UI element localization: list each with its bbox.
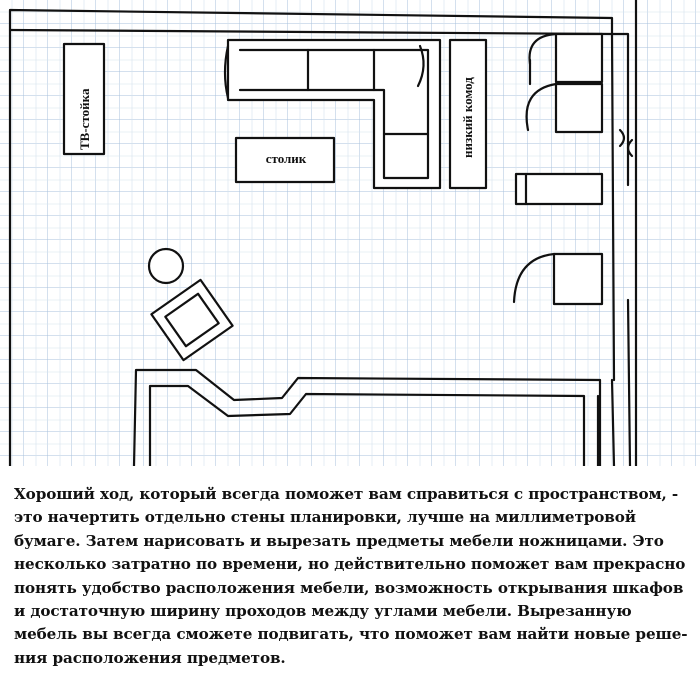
caption-line: бумаге. Затем нарисовать и вырезать предметы мебели ножницами. Это xyxy=(14,531,664,550)
description-caption xyxy=(0,466,700,700)
caption-line: несколько затратно по времени, но действительно поможет вам прекрасно xyxy=(14,555,686,574)
coffee-table-label: столик xyxy=(265,151,307,166)
caption-line: мебель вы всегда сможете подвигать, что поможет вам найти новые реше- xyxy=(14,625,688,644)
tv-stand-label: ТВ-стойка xyxy=(77,88,92,150)
round-side-table xyxy=(149,249,183,283)
caption-line: и достаточную ширину проходов между углами мебели. Вырезанную xyxy=(14,602,632,621)
caption-line: Хороший ход, который всегда поможет вам справиться с пространством, - xyxy=(14,485,679,503)
caption-line: понять удобство расположения мебели, возможность открывания шкафов xyxy=(14,578,684,597)
caption-line: ния расположения предметов. xyxy=(14,648,286,667)
caption-line: это начертить отдельно стены планировки, лучше на миллиметровой xyxy=(14,508,636,527)
low-dresser-label: низкий комод xyxy=(460,77,475,158)
shelf-unit xyxy=(516,174,602,204)
